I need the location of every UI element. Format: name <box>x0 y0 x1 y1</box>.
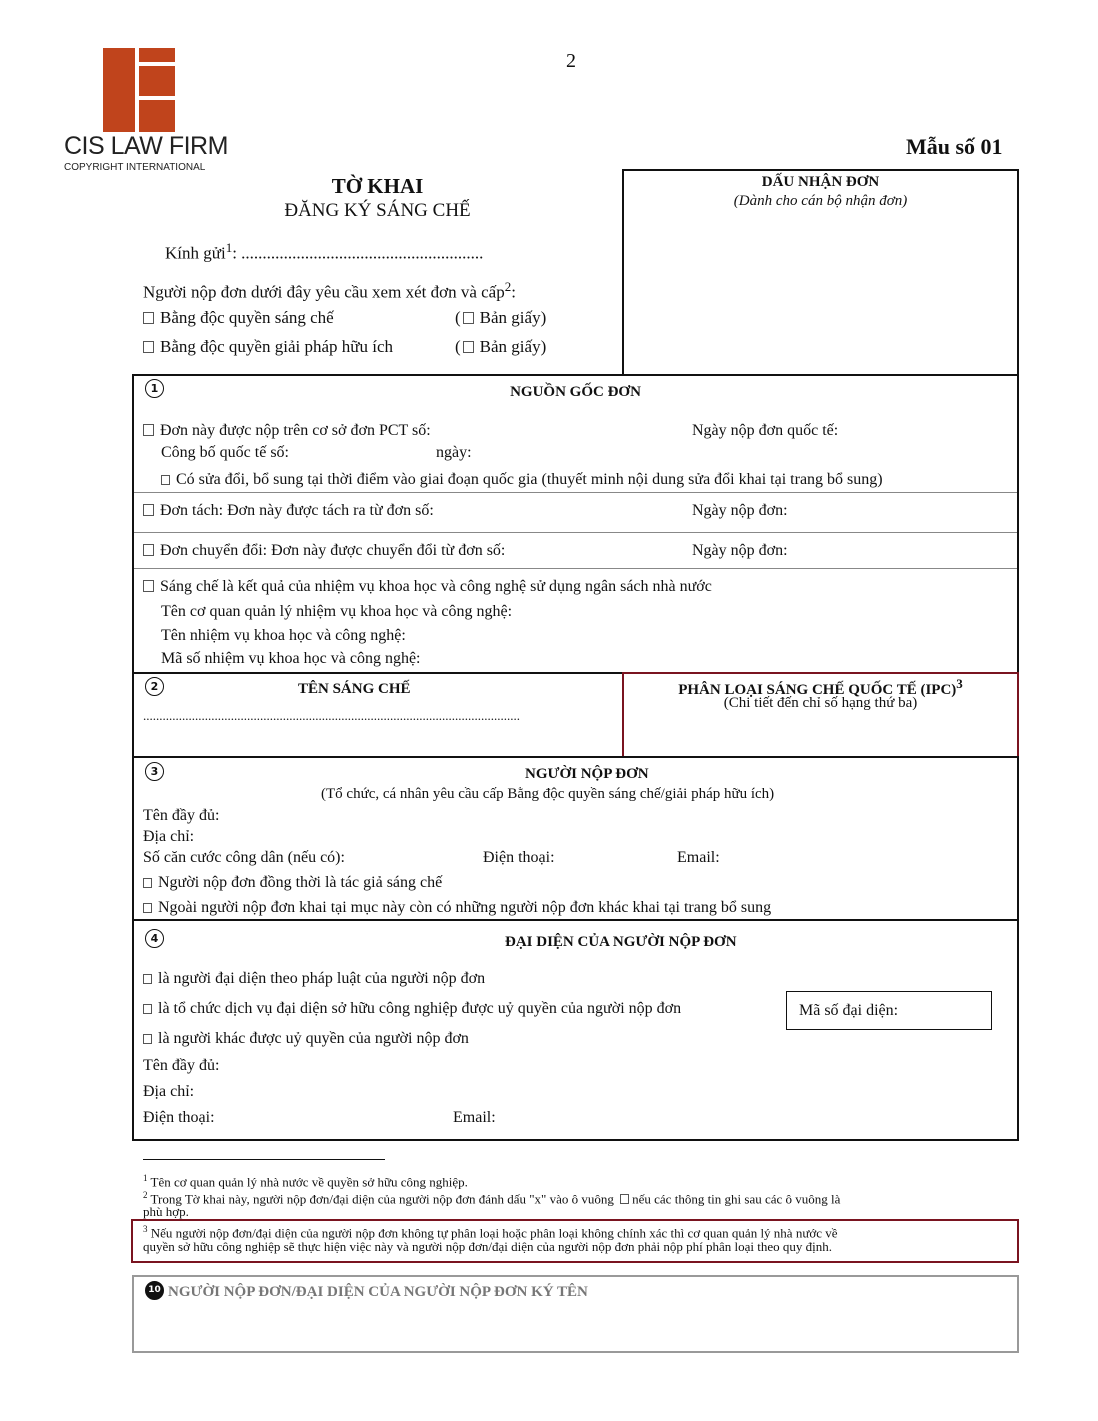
footnote-2-cont: phù hợp. <box>143 1204 189 1219</box>
section-1-title: NGUỒN GỐC ĐƠN <box>510 384 641 400</box>
converted-line[interactable]: Đơn chuyển đổi: Đơn này được chuyển đổi từ đơn số: <box>143 541 505 560</box>
also-inventor-checkbox[interactable] <box>143 878 152 888</box>
page-number: 2 <box>566 50 576 72</box>
legal-rep-line[interactable]: là người đại diện theo pháp luật của người nộp đơn <box>143 969 485 988</box>
footnote-3-cont: quyền sở hữu công nghiệp sẽ thực hiện việc này và người nộp đơn/đại diện của người nộp đơn phải nộp phí phân loại theo quy định. <box>143 1239 832 1254</box>
applicant-email-label: Email: <box>677 849 720 866</box>
rep-address-label: Địa chỉ: <box>143 1083 195 1100</box>
addressee-line: Kính gửi$^1$: ......................................................... <box>165 240 484 263</box>
other-applicants-checkbox[interactable] <box>143 903 152 913</box>
applicant-address-label: Địa chỉ: <box>143 828 195 845</box>
option-patent[interactable]: Bằng độc quyền sáng chế <box>143 308 334 328</box>
footnote-3: $^3$ Nếu người nộp đơn/đại diện của người nộp đơn không tự phân loại hoặc phân loại không chính xác thì cơ quan quản lý nhà nước về <box>143 1224 838 1241</box>
pct-checkbox[interactable] <box>143 424 154 436</box>
logo-mark-bottom <box>139 100 175 132</box>
ip-agent-checkbox[interactable] <box>143 1004 152 1014</box>
applicant-name-label: Tên đầy đủ: <box>143 807 220 824</box>
amended-line[interactable]: Có sửa đổi, bổ sung tại thời điểm vào giai đoạn quốc gia (thuyết minh nội dung sửa đổi khai tại trang bổ sung) <box>161 470 883 489</box>
form-subtitle: ĐĂNG KÝ SÁNG CHẾ <box>284 200 471 221</box>
intl-filing-date-label: Ngày nộp đơn quốc tế: <box>692 422 839 439</box>
form-title: TỜ KHAI <box>331 174 424 198</box>
pct-line[interactable]: Đơn này được nộp trên cơ sở đơn PCT số: <box>143 421 431 440</box>
divisional-checkbox[interactable] <box>143 504 154 516</box>
agent-code-label: Mã số đại diện: <box>799 1002 899 1019</box>
request-footnote-ref: 2 <box>504 279 512 294</box>
request-text: Người nộp đơn dưới đây yêu cầu xem xét đơn và cấp <box>143 282 505 302</box>
addressee-footnote-ref: 1 <box>225 240 233 255</box>
logo-mark-left <box>103 48 135 132</box>
patent-paper-checkbox[interactable] <box>463 312 474 324</box>
firm-logo <box>60 44 228 179</box>
rep-name-label: Tên đầy đủ: <box>143 1057 220 1074</box>
footnote-2: $^2$ Trong Tờ khai này, người nộp đơn/đại diện của người nộp đơn đánh dấu "x" vào ô vuông nếu các thông tin ghi sau các ô vuông là <box>143 1190 841 1207</box>
divider <box>134 532 1017 533</box>
divider <box>134 568 1017 569</box>
applicant-phone-label: Điện thoại: <box>483 849 555 866</box>
converted-checkbox[interactable] <box>143 544 154 556</box>
section-10-title: NGƯỜI NỘP ĐƠN/ĐẠI DIỆN CỦA NGƯỜI NỘP ĐƠN KÝ TÊN <box>168 1284 588 1300</box>
logo-mark-top <box>139 48 175 62</box>
other-auth-checkbox[interactable] <box>143 1034 152 1044</box>
amended-checkbox[interactable] <box>161 475 170 485</box>
task-code-label: Mã số nhiệm vụ khoa học và công nghệ: <box>161 650 421 667</box>
agency-label: Tên cơ quan quản lý nhiệm vụ khoa học và công nghệ: <box>161 603 513 620</box>
example-checkbox-icon <box>620 1194 629 1204</box>
section-3-number: 3 <box>145 762 164 781</box>
agent-code-box[interactable] <box>786 991 992 1030</box>
state-funded-checkbox[interactable] <box>143 580 154 592</box>
receipt-stamp-title: DẤU NHẬN ĐƠN <box>761 174 880 190</box>
logo-name: CIS LAW FIRM <box>64 132 228 160</box>
section-3-subtitle: (Tổ chức, cá nhân yêu cầu cấp Bằng độc quyền sáng chế/giải pháp hữu ích) <box>321 786 775 802</box>
form-number: Mẫu số 01 <box>906 134 1003 159</box>
also-inventor-line[interactable]: Người nộp đơn đồng thời là tác giả sáng chế <box>143 873 442 892</box>
request-line: Người nộp đơn dưới đây yêu cầu xem xét đơn và cấp$^2$: <box>143 279 516 302</box>
footnote-1: $^1$ Tên cơ quan quản lý nhà nước về quyền sở hữu công nghiệp. <box>143 1173 468 1190</box>
section-4-number: 4 <box>145 929 164 948</box>
ipc-title: PHÂN LOẠI SÁNG CHẾ QUỐC TẾ (IPC)$^3$ <box>678 676 963 698</box>
legal-rep-checkbox[interactable] <box>143 974 152 984</box>
divisional-date-label: Ngày nộp đơn: <box>692 502 788 519</box>
logo-tagline: COPYRIGHT INTERNATIONAL <box>64 162 206 173</box>
footnote-separator <box>143 1159 385 1160</box>
section-10-number: 10 <box>145 1281 164 1300</box>
utility-paper-checkbox[interactable] <box>463 341 474 353</box>
option-utility-paper[interactable]: ( Bản giấy) <box>455 337 547 356</box>
option-utility[interactable]: Bằng độc quyền giải pháp hữu ích <box>143 337 393 357</box>
addressee-label: Kính gửi <box>165 243 226 263</box>
section-3-title: NGƯỜI NỘP ĐƠN <box>525 766 649 782</box>
ipc-subtitle: (Chi tiết đến chỉ số hạng thứ ba) <box>723 695 918 711</box>
rep-email-label: Email: <box>453 1109 496 1126</box>
divider <box>134 492 1017 493</box>
state-funded-line[interactable]: Sáng chế là kết quả của nhiệm vụ khoa học và công nghệ sử dụng ngân sách nhà nước <box>143 577 712 596</box>
converted-date-label: Ngày nộp đơn: <box>692 542 788 559</box>
task-name-label: Tên nhiệm vụ khoa học và công nghệ: <box>161 627 406 644</box>
section-2-title: TÊN SÁNG CHẾ <box>298 681 411 697</box>
invention-title-field[interactable]: .................................................................................................................... <box>143 708 520 723</box>
logo-mark-middle <box>139 66 175 96</box>
rep-phone-label: Điện thoại: <box>143 1109 215 1126</box>
ip-agent-line[interactable]: là tổ chức dịch vụ đại diện sở hữu công nghiệp được uỷ quyền của người nộp đơn <box>143 999 681 1018</box>
section-2-number: 2 <box>145 677 164 696</box>
divisional-line[interactable]: Đơn tách: Đơn này được tách ra từ đơn số: <box>143 501 434 520</box>
section-1-number: 1 <box>145 379 164 398</box>
receipt-stamp-subtitle: (Dành cho cán bộ nhận đơn) <box>733 193 908 209</box>
intl-pub-date-label: ngày: <box>436 444 472 461</box>
patent-checkbox[interactable] <box>143 312 154 324</box>
addressee-field[interactable]: ......................................................... <box>241 243 484 263</box>
option-patent-paper[interactable]: ( Bản giấy) <box>455 308 547 327</box>
other-auth-line[interactable]: là người khác được uỷ quyền của người nộp đơn <box>143 1029 469 1048</box>
intl-pub-label: Công bố quốc tế số: <box>161 444 289 461</box>
section-4-title: ĐẠI DIỆN CỦA NGƯỜI NỘP ĐƠN <box>505 934 737 950</box>
other-applicants-line[interactable]: Ngoài người nộp đơn khai tại mục này còn có những người nộp đơn khác khai tại trang bổ sung <box>143 898 771 917</box>
utility-checkbox[interactable] <box>143 341 154 353</box>
applicant-id-label: Số căn cước công dân (nếu có): <box>143 849 345 866</box>
